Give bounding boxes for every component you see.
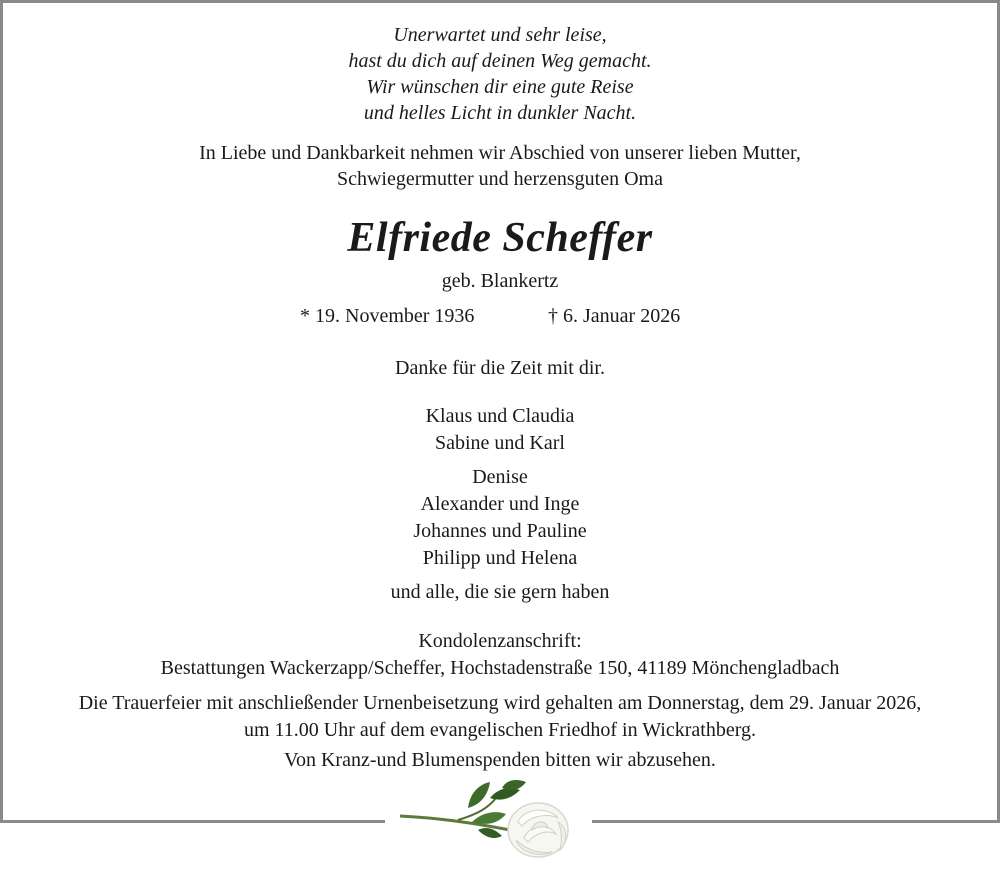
condolence-address: Bestattungen Wackerzapp/Scheffer, Hochstadenstraße 150, 41189 Mönchengladbach (160, 657, 840, 679)
frame-bottom-border-left (0, 820, 385, 823)
condolence-label: Kondolenzanschrift: (418, 630, 582, 652)
poem-line: Wir wünschen dir eine gute Reise (366, 76, 634, 98)
frame-bottom-border-right (592, 820, 1000, 823)
birth-name: geb. Blankertz (441, 270, 559, 292)
ceremony-line: Die Trauerfeier mit anschließender Urnenbeisetzung wird gehalten am Donnerstag, dem 29. Januar 2026, (78, 692, 922, 714)
mourners-others: und alle, die sie gern haben (390, 581, 610, 603)
deceased-name: Elfriede Scheffer (347, 215, 653, 261)
intro-line: Schwiegermutter und herzensguten Oma (336, 168, 663, 190)
ceremony-line: um 11.00 Uhr auf dem evangelischen Friedhof in Wickrathberg. (243, 719, 757, 741)
poem-line: Unerwartet und sehr leise, (393, 24, 607, 46)
mourner-name: Sabine und Karl (435, 432, 565, 454)
mourner-name: Alexander und Inge (420, 493, 580, 515)
thanks-line: Danke für die Zeit mit dir. (395, 357, 605, 379)
poem-line: und helles Licht in dunkler Nacht. (363, 102, 637, 124)
mourner-name: Philipp und Helena (422, 547, 578, 569)
flowers-note: Von Kranz-und Blumenspenden bitten wir abzusehen. (284, 749, 716, 771)
poem-line: hast du dich auf deinen Weg gemacht. (348, 50, 652, 72)
mourner-name: Johannes und Pauline (413, 520, 587, 542)
death-date: † 6. Januar 2026 (548, 305, 681, 327)
frame-top-border (0, 0, 1000, 3)
mourner-name: Denise (472, 466, 528, 488)
white-rose-icon (398, 778, 578, 864)
birth-date: * 19. November 1936 (300, 305, 475, 327)
mourner-name: Klaus und Claudia (425, 405, 575, 427)
intro-line: In Liebe und Dankbarkeit nehmen wir Abschied von unserer lieben Mutter, (199, 142, 801, 164)
